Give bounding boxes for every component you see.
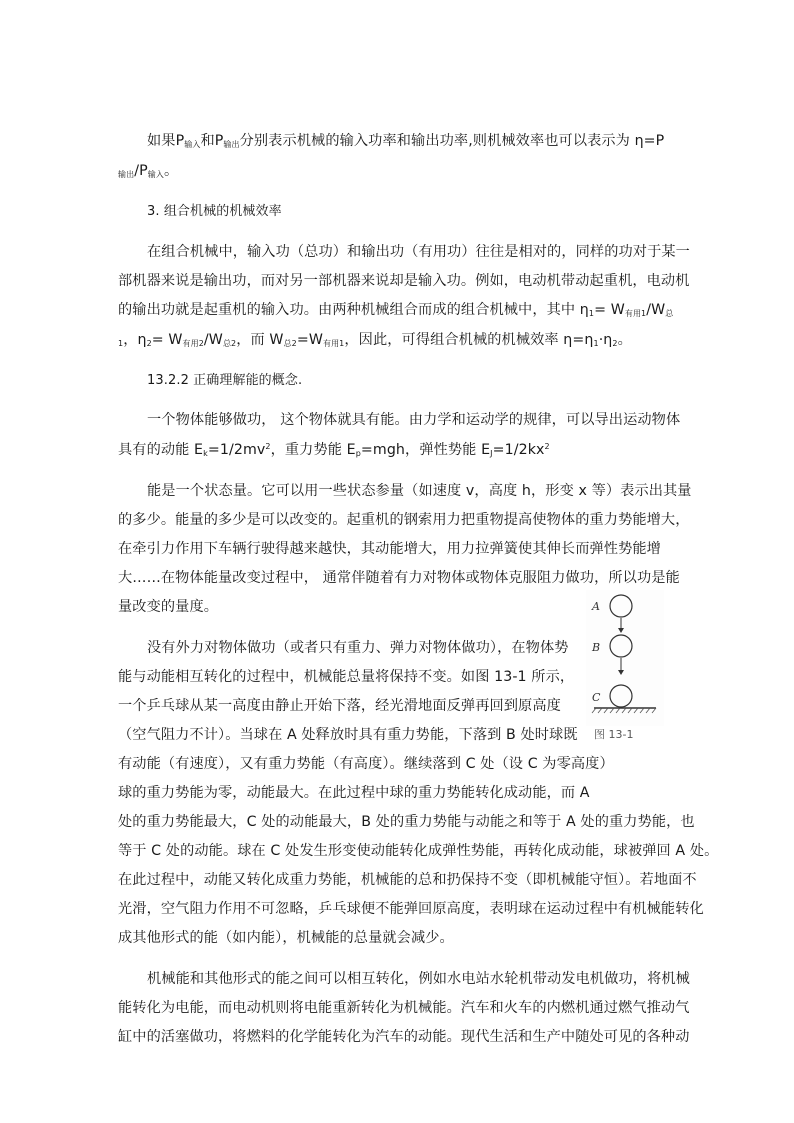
subscript: 总2 — [283, 339, 297, 348]
text: /P — [134, 163, 148, 179]
subscript: 输入 — [147, 170, 164, 179]
p2-line-3 — [118, 300, 673, 320]
p5-line-5: 有动能（有速度），又有重力势能（有高度）。继续落到 C 处（设 C 为零高度） — [118, 756, 614, 772]
text: 具有的动能 E — [118, 442, 204, 458]
subscript: 有用1 — [322, 339, 345, 348]
figure-caption: 图 13-1 — [594, 728, 634, 741]
text: 分别表示机械的输入功率和输出功率,则机械效率也可以表示为 η=P — [239, 133, 665, 149]
label-b: B — [592, 641, 601, 654]
section-heading-3: 3. 组合机械的机械效率 — [147, 204, 282, 219]
text: ·η — [598, 332, 613, 348]
text: 和P — [200, 133, 224, 149]
p5-line-4: （空气阻力不计）。当球在 A 处释放时具有重力势能，下落到 B 处时球既 — [118, 727, 578, 743]
text: = W — [151, 332, 183, 348]
text: 。 — [617, 332, 632, 348]
superscript: 2 — [265, 442, 271, 451]
subscript: 1 — [118, 339, 124, 348]
p6-line-2: 能转化为电能，而电动机则将电能重新转化为机械能。汽车和火车的内燃机通过燃气推动气 — [118, 1000, 690, 1016]
text: ，而 W — [236, 332, 284, 348]
subscript: J — [490, 449, 493, 458]
text: /W — [203, 332, 223, 348]
p4-line-1: 能是一个状态量。它可以用一些状态参量（如速度 v，高度 h，形变 x 等）表示出其量 — [147, 483, 692, 499]
subscript: 输出 — [118, 170, 135, 179]
subscript: p — [355, 449, 361, 458]
text: =W — [296, 332, 323, 348]
subscript: 1 — [593, 339, 599, 348]
text: =mgh，弹性势能 E — [360, 442, 491, 458]
subscript: 总2 — [222, 339, 237, 348]
subscript: 有用2 — [182, 339, 204, 348]
p5-line-1: 没有外力对物体做功（或者只有重力、弹力对物体做功），在物体势 — [147, 640, 569, 656]
p6-line-3: 缸中的活塞做功，将燃料的化学能转化为汽车的动能。现代生活和生产中随处可见的各种动 — [118, 1029, 690, 1045]
p1-line-2 — [118, 161, 178, 181]
text: =1/2mv — [207, 442, 266, 458]
subscript: 输出 — [223, 140, 240, 149]
p5-line-10: 光滑，空气阻力作用不可忽略，乒乓球便不能弹回原高度，表明球在运动过程中有机械能转化 — [118, 901, 704, 917]
p4-line-4: 大……在物体能量改变过程中， 通常伴随着有力对物体或物体克服阻力做功，所以功是能 — [118, 570, 680, 586]
subscript: 有用1 — [624, 309, 647, 318]
p5-line-6: 球的重力势能为零，动能最大。在此过程中球的重力势能转化成动能，而 A — [118, 785, 590, 801]
section-heading-4: 13.2.2 正确理解能的概念. — [147, 373, 303, 388]
subscript: 输入 — [184, 140, 201, 149]
p5-line-8: 等于 C 处的动能。球在 C 处发生形变使动能转化成弹性势能，再转化成动能，球被弹回 A 处。 — [118, 843, 719, 859]
p3-line-2 — [118, 440, 550, 460]
text: ，因此，可得组合机械的机械效率 η=η — [344, 332, 594, 348]
text: 。 — [163, 163, 179, 179]
p4-line-5: 量改变的量度。 — [118, 599, 219, 615]
text: 如果P — [147, 133, 185, 149]
subscript: k — [203, 449, 208, 458]
text: = W — [594, 302, 625, 318]
text: ，η — [123, 332, 147, 348]
subscript: 总 — [665, 309, 674, 318]
label-a: A — [592, 600, 600, 613]
p2-line-2: 部机器来说是输出功，而对另一部机器来说却是输入功。例如，电动机带动起重机，电动机 — [118, 273, 690, 289]
subscript: 2 — [612, 339, 618, 348]
p4-line-3: 在牵引力作用下车辆行驶得越来越快，其动能增大，用力拉弹簧使其伸长而弹性势能增 — [118, 541, 661, 557]
p2-line-1: 在组合机械中，输入功（总功）和输出功（有用功）往往是相对的，同样的功对于某一 — [147, 244, 690, 260]
text: /W — [646, 302, 666, 318]
p5-line-3: 一个乒乓球从某一高度由静止开始下落，经光滑地面反弹再回到原高度 — [118, 698, 561, 714]
p6-line-1: 机械能和其他形式的能之间可以相互转化，例如水电站水轮机带动发电机做功，将机械 — [147, 971, 690, 987]
subscript: 2 — [146, 339, 152, 348]
subscript: 1 — [588, 309, 595, 318]
text: =1/2kx — [492, 442, 545, 458]
label-c: C — [592, 691, 601, 704]
p5-line-9: 在此过程中，动能又转化成重力势能，机械能的总和扔保持不变（即机械能守恒）。若地面不 — [118, 872, 697, 888]
p2-line-4 — [118, 330, 632, 350]
p5-line-7: 处的重力势能最大，C 处的动能最大，B 处的重力势能与动能之和等于 A 处的重力势能，也 — [118, 814, 695, 830]
text: 的输出功就是起重机的输入功。由两种机械组合而成的组合机械中，其中 η — [118, 302, 589, 318]
ball-bounce-diagram — [586, 590, 664, 726]
figure-13-1 — [586, 590, 664, 742]
p5-line-2: 能与动能相互转化的过程中，机械能总量将保持不变。如图 13-1 所示， — [118, 669, 575, 685]
p4-line-2: 的多少。能量的多少是可以改变的。起重机的钢索用力把重物提高使物体的重力势能增大， — [118, 512, 690, 528]
p3-line-1: 一个物体能够做功， 这个物体就具有能。由力学和运动学的规律，可以导出运动物体 — [147, 412, 681, 428]
text: ，重力势能 E — [270, 442, 356, 458]
superscript: 2 — [544, 442, 550, 451]
p5-line-11: 成其他形式的能（如内能），机械能的总量就会减少。 — [118, 930, 454, 946]
p1-line-1 — [147, 131, 664, 151]
